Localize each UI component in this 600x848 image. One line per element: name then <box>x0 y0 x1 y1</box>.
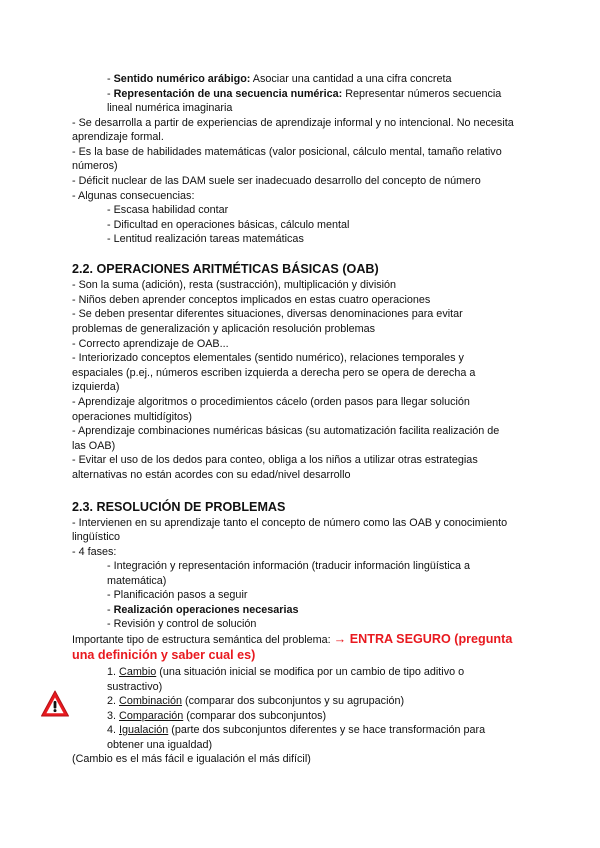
phase-item: - Integración y representación información (traducir información lingüística a <box>107 560 471 572</box>
top-item-2: - Representación de una secuencia numérica: Representar números secuencia <box>107 88 502 100</box>
importance-note-cont: una definición y saber cual es) <box>72 648 256 662</box>
top-item-1: - Sentido numérico arábigo: Asociar una cantidad a una cifra concreta <box>107 73 452 85</box>
intro-line: - Es la base de habilidades matemáticas (valor posicional, cálculo mental, tamaño relativo <box>72 146 502 158</box>
intro-line: números) <box>72 160 118 172</box>
warning-icon <box>40 689 70 719</box>
section-2-2-line: problemas de generalización y aplicación resolución problemas <box>72 323 376 335</box>
section-2-2-line: izquierda) <box>72 381 120 393</box>
section-2-2-line: - Interiorizado conceptos elementales (sentido numérico), relaciones temporales y <box>72 352 464 364</box>
section-2-2-line: operaciones multidígitos) <box>72 411 193 423</box>
section-2-2-line: - Evitar el uso de los dedos para conteo, obliga a los niños a utilizar otras estrategias <box>72 454 478 466</box>
section-2-2-line: - Son la suma (adición), resta (sustracción), multiplicación y división <box>72 279 397 291</box>
phase-item: - Planificación pasos a seguir <box>107 589 248 601</box>
problem-type-1: 1. Cambio (una situación inicial se modifica por un cambio de tipo aditivo o <box>107 666 465 678</box>
importance-note: Importante tipo de estructura semántica del problema: → ENTRA SEGURO (pregunta <box>72 632 513 646</box>
section-2-3-title: 2.3. RESOLUCIÓN DE PROBLEMAS <box>72 500 286 514</box>
consequence-item: - Lentitud realización tareas matemáticas <box>107 233 304 245</box>
section-2-3-line: - 4 fases: <box>72 546 117 558</box>
section-2-2-title: 2.2. OPERACIONES ARITMÉTICAS BÁSICAS (OAB) <box>72 262 379 276</box>
problem-type-3: 3. Comparación (comparar dos subconjuntos) <box>107 710 327 722</box>
intro-line: aprendizaje formal. <box>72 131 164 143</box>
consequence-item: - Dificultad en operaciones básicas, cálculo mental <box>107 219 350 231</box>
problem-type-4-cont: obtener una igualdad) <box>107 739 213 751</box>
intro-line: - Algunas consecuencias: <box>72 190 195 202</box>
phase-item: - Revisión y control de solución <box>107 618 257 630</box>
section-2-2-line: - Se deben presentar diferentes situaciones, diversas denominaciones para evitar <box>72 308 463 320</box>
intro-line: - Déficit nuclear de las DAM suele ser inadecuado desarrollo del concepto de número <box>72 175 481 187</box>
problem-type-2: 2. Combinación (comparar dos subconjuntos y su agrupación) <box>107 695 405 707</box>
section-2-2-line: las OAB) <box>72 440 116 452</box>
top-item-2-cont: lineal numérica imaginaria <box>107 102 233 114</box>
section-2-3-line: - Intervienen en su aprendizaje tanto el concepto de número como las OAB y conocimiento <box>72 517 508 529</box>
section-2-2-line: espaciales (p.ej., números escriben izquierda a derecha pero se opera de derecha a <box>72 367 476 379</box>
section-2-3-line: lingüístico <box>72 531 121 543</box>
phase-item-cont: matemática) <box>107 575 167 587</box>
problem-type-1-cont: sustractivo) <box>107 681 163 693</box>
problem-type-4: 4. Igualación (parte dos subconjuntos diferentes y se hace transformación para <box>107 724 486 736</box>
section-2-2-line: - Correcto aprendizaje de OAB... <box>72 338 229 350</box>
section-2-2-line: - Aprendizaje algoritmos o procedimientos cácelo (orden pasos para llegar solución <box>72 396 470 408</box>
phase-item: - Realización operaciones necesarias <box>107 604 299 616</box>
section-2-2-line: - Aprendizaje combinaciones numéricas básicas (su automatización facilita realización de <box>72 425 500 437</box>
final-note: (Cambio es el más fácil e igualación el más difícil) <box>72 753 311 765</box>
section-2-2-line: alternativas no están acordes con su edad/nivel desarrollo <box>72 469 351 481</box>
intro-line: - Se desarrolla a partir de experiencias de aprendizaje informal y no intencional. No necesita <box>72 117 514 129</box>
section-2-2-line: - Niños deben aprender conceptos implicados en estas cuatro operaciones <box>72 294 431 306</box>
consequence-item: - Escasa habilidad contar <box>107 204 229 216</box>
